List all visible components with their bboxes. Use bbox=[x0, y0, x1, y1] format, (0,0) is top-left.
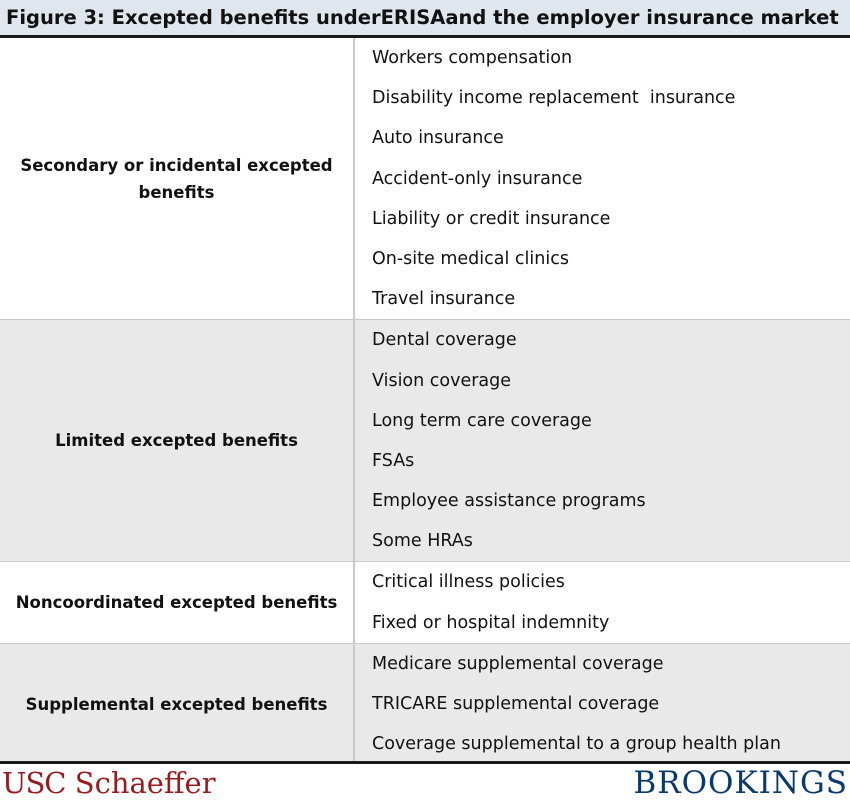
list-item: Auto insurance bbox=[372, 128, 504, 149]
list-item: Dental coverage bbox=[372, 330, 517, 351]
list-item: Fixed or hospital indemnity bbox=[372, 612, 610, 633]
item-list bbox=[355, 644, 850, 765]
list-item: Workers compensation bbox=[372, 48, 573, 68]
list-item: Medicare supplemental coverage bbox=[372, 653, 664, 674]
section-supplemental bbox=[0, 643, 850, 765]
item-list bbox=[355, 320, 850, 561]
schaeffer-logo-text: Schaeffer bbox=[74, 766, 216, 800]
footer bbox=[0, 764, 850, 800]
category-label: Supplemental excepted benefits bbox=[0, 644, 355, 765]
usc-logo-text: USC bbox=[2, 766, 66, 800]
list-item: Critical illness policies bbox=[372, 572, 565, 593]
list-item: Employee assistance programs bbox=[372, 491, 646, 512]
section-secondary bbox=[0, 38, 850, 319]
item-list bbox=[355, 562, 850, 642]
figure-title-prefix: Figure 3: Excepted benefits under bbox=[6, 6, 381, 29]
usc-schaeffer-logo bbox=[2, 766, 216, 800]
list-item: Liability or credit insurance bbox=[372, 208, 611, 229]
item-list bbox=[355, 38, 850, 319]
list-item: Long term care coverage bbox=[372, 410, 592, 431]
category-label: Secondary or incidental excepted benefits bbox=[0, 38, 355, 319]
list-item: FSAs bbox=[372, 450, 415, 471]
section-limited bbox=[0, 319, 850, 561]
list-item: Disability income replacement insurance bbox=[372, 88, 736, 109]
excepted-benefits-table bbox=[0, 38, 850, 764]
figure-title-suffix: and the employer insurance market bbox=[445, 6, 839, 29]
list-item: Travel insurance bbox=[372, 289, 516, 310]
list-item: On-site medical clinics bbox=[372, 248, 569, 269]
figure-title-emphasis: ERISA bbox=[380, 6, 446, 29]
category-label: Limited excepted benefits bbox=[0, 320, 355, 561]
list-item: Some HRAs bbox=[372, 531, 473, 552]
section-noncoordinated bbox=[0, 561, 850, 642]
figure-title bbox=[0, 0, 850, 38]
brookings-logo: BROOKINGS bbox=[633, 765, 848, 801]
list-item: TRICARE supplemental coverage bbox=[372, 694, 660, 714]
list-item: Vision coverage bbox=[372, 370, 512, 391]
category-label: Noncoordinated excepted benefits bbox=[0, 562, 355, 642]
list-item: Coverage supplemental to a group health plan bbox=[372, 734, 781, 755]
list-item: Accident-only insurance bbox=[372, 168, 583, 189]
